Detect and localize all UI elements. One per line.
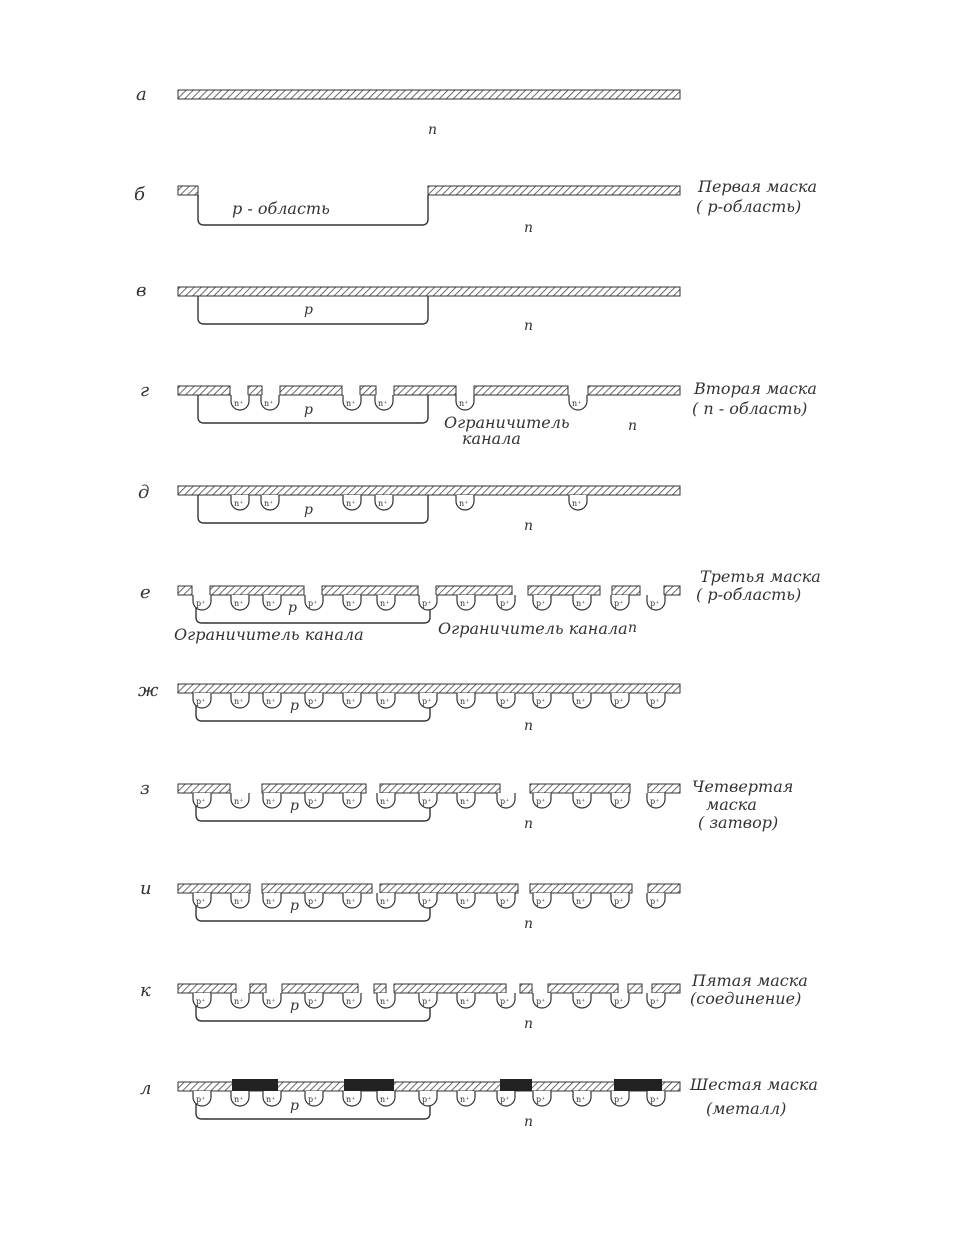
n-diffusion-d-5-text: n⁺ [572,499,582,508]
stopper-label-e-left: Ограничитель канала [174,625,364,644]
diffusion-k-1-text: n⁺ [234,997,244,1006]
diffusion-l-11-text: p⁺ [614,1095,624,1104]
mask-note-b-1: Первая маска [698,177,818,196]
region-label-d: р [304,502,313,518]
diffusion-e-4-text: n⁺ [346,599,356,608]
oxide-i-2 [380,884,518,893]
diffusion-z-10-text: n⁺ [576,797,586,806]
diffusion-zh-10-text: n⁺ [576,697,586,706]
substrate-label-v: n [524,318,534,334]
diffusion-zh-7-text: n⁺ [460,697,470,706]
diffusion-zh-12-text: p⁺ [650,697,660,706]
oxide-e-6 [664,586,680,595]
diffusion-i-8-text: p⁺ [500,897,510,906]
diffusion-i-0-text: p⁺ [196,897,206,906]
oxide-g-5 [474,386,568,395]
mask-note-g-1: Вторая маска [694,379,817,398]
diffusion-zh-5-text: n⁺ [380,697,390,706]
step-label-e: е [140,582,151,603]
substrate-label-b: n [524,220,534,236]
diffusion-z-0-text: p⁺ [196,797,206,806]
diffusion-k-2-text: n⁺ [266,997,276,1006]
oxide-g-0 [178,386,230,395]
diffusion-i-7-text: n⁺ [460,897,470,906]
diffusion-l-5-text: n⁺ [380,1095,390,1104]
substrate-label-a: n [428,122,438,138]
diffusion-k-9-text: p⁺ [536,997,546,1006]
diffusion-z-9-text: p⁺ [536,797,546,806]
mask-note-k-2: (соединение) [690,989,802,1008]
n-diffusion-d-4-text: n⁺ [459,499,469,508]
oxide-z-0 [178,784,230,793]
diffusion-l-4-text: n⁺ [346,1095,356,1104]
oxide-k-6 [548,984,618,993]
diffusion-l-3-text: p⁺ [308,1095,318,1104]
mask-note-z-2: маска [706,795,757,814]
mask-note-b-2: ( р-область) [696,197,802,216]
oxide-k-4 [394,984,506,993]
oxide-i-1 [262,884,372,893]
diffusion-zh-4-text: n⁺ [346,697,356,706]
p-well-v [198,296,428,324]
step-label-d: д [138,482,150,503]
oxide-k-0 [178,984,236,993]
diffusion-k-4-text: n⁺ [346,997,356,1006]
oxide-k-8 [652,984,680,993]
oxide-z-1 [262,784,366,793]
substrate-label-e: n [628,620,638,636]
diffusion-z-3-text: p⁺ [308,797,318,806]
oxide-i-4 [648,884,680,893]
oxide-g-4 [394,386,456,395]
metal-l-1 [344,1079,394,1091]
diffusion-z-2-text: n⁺ [266,797,276,806]
n-diffusion-g-5-text: n⁺ [572,399,582,408]
oxide-g-2 [280,386,342,395]
region-label-l: р [290,1098,299,1114]
diffusion-e-3-text: p⁺ [308,599,318,608]
diffusion-l-7-text: n⁺ [460,1095,470,1104]
diffusion-e-2-text: n⁺ [266,599,276,608]
diffusion-z-12-text: p⁺ [650,797,660,806]
diffusion-l-6-text: p⁺ [422,1095,432,1104]
diffusion-z-7-text: n⁺ [460,797,470,806]
mask-note-k-1: Пятая маска [692,971,808,990]
metal-l-2 [500,1079,532,1091]
diffusion-e-12-text: p⁺ [650,599,660,608]
step-label-zh: ж [138,680,159,701]
mask-note-e-1: Третья маска [700,567,821,586]
diffusion-i-9-text: p⁺ [536,897,546,906]
diffusion-l-9-text: p⁺ [536,1095,546,1104]
oxide-zh-0 [178,684,680,693]
diffusion-e-10-text: n⁺ [576,599,586,608]
diffusion-zh-3-text: p⁺ [308,697,318,706]
oxide-a [178,90,680,99]
diffusion-k-7-text: n⁺ [460,997,470,1006]
oxide-k-2 [282,984,358,993]
substrate-label-z: n [524,816,534,832]
diffusion-zh-9-text: p⁺ [536,697,546,706]
diffusion-i-3-text: p⁺ [308,897,318,906]
n-diffusion-d-2-text: n⁺ [346,499,356,508]
diffusion-k-6-text: p⁺ [422,997,432,1006]
oxide-b-1 [428,186,680,195]
diffusion-i-5-text: n⁺ [380,897,390,906]
n-diffusion-g-4-text: n⁺ [459,399,469,408]
oxide-k-5 [520,984,532,993]
n-diffusion-g-3-text: n⁺ [378,399,388,408]
oxide-v [178,287,680,296]
diffusion-zh-2-text: n⁺ [266,697,276,706]
n-diffusion-d-3-text: n⁺ [378,499,388,508]
diffusion-k-0-text: p⁺ [196,997,206,1006]
diffusion-k-12-text: p⁺ [650,997,660,1006]
diffusion-z-1-text: n⁺ [234,797,244,806]
diffusion-i-4-text: n⁺ [346,897,356,906]
region-label-i: р [290,898,299,914]
substrate-label-g: n [628,418,638,434]
diffusion-zh-0-text: p⁺ [196,697,206,706]
oxide-g-1 [248,386,262,395]
stopper-label-e-right: Ограничитель канала [438,619,628,638]
diffusion-zh-6-text: p⁺ [422,697,432,706]
diffusion-e-7-text: n⁺ [460,599,470,608]
step-label-g: г [140,380,150,401]
diffusion-i-2-text: n⁺ [266,897,276,906]
region-label-z: р [290,798,299,814]
oxide-b-0 [178,186,198,195]
step-label-i: и [140,878,152,899]
mask-note-g-2: ( п - область) [692,399,808,418]
n-diffusion-g-2-text: n⁺ [346,399,356,408]
region-label-v: р [304,302,313,318]
oxide-e-0 [178,586,192,595]
diffusion-i-10-text: n⁺ [576,897,586,906]
oxide-i-0 [178,884,250,893]
step-label-b: б [134,184,145,205]
diffusion-k-8-text: p⁺ [500,997,510,1006]
stopper-label-g-1: Ограничитель [444,413,570,432]
region-label-g: р [304,402,313,418]
oxide-k-3 [374,984,386,993]
step-label-a: а [136,84,147,105]
diffusion-i-6-text: p⁺ [422,897,432,906]
substrate-label-d: n [524,518,534,534]
diffusion-i-12-text: p⁺ [650,897,660,906]
diffusion-z-11-text: p⁺ [614,797,624,806]
oxide-z-2 [380,784,500,793]
oxide-e-4 [528,586,600,595]
oxide-z-4 [648,784,680,793]
n-diffusion-g-0-text: n⁺ [234,399,244,408]
diffusion-e-11-text: p⁺ [614,599,624,608]
n-diffusion-d-0-text: n⁺ [234,499,244,508]
metal-l-3 [614,1079,662,1091]
oxide-g-6 [588,386,680,395]
diffusion-z-5-text: n⁺ [380,797,390,806]
diffusion-i-1-text: n⁺ [234,897,244,906]
region-label-zh: р [290,698,299,714]
metal-l-0 [232,1079,278,1091]
stopper-label-g-2: канала [462,429,521,448]
step-label-v: в [136,280,147,301]
n-diffusion-g-1-text: n⁺ [264,399,274,408]
diffusion-z-6-text: p⁺ [422,797,432,806]
diffusion-e-5-text: n⁺ [380,599,390,608]
step-label-l: л [140,1078,152,1099]
region-label-b: р - область [232,199,330,218]
mask-note-l-2: (металл) [706,1099,787,1118]
diffusion-l-12-text: p⁺ [650,1095,660,1104]
step-label-k: к [140,980,151,1001]
diffusion-e-6-text: p⁺ [422,599,432,608]
diffusion-l-1-text: n⁺ [234,1095,244,1104]
oxide-k-1 [250,984,266,993]
oxide-i-3 [530,884,632,893]
diffusion-z-4-text: n⁺ [346,797,356,806]
diffusion-k-11-text: p⁺ [614,997,624,1006]
substrate-label-l: n [524,1114,534,1130]
n-diffusion-d-1-text: n⁺ [264,499,274,508]
mask-note-e-2: ( р-область) [696,585,802,604]
oxide-d [178,486,680,495]
diffusion-k-5-text: n⁺ [380,997,390,1006]
mask-note-z-3: ( затвор) [698,813,779,832]
mask-note-l-1: Шестая маска [690,1075,818,1094]
oxide-k-7 [628,984,642,993]
diffusion-z-8-text: p⁺ [500,797,510,806]
oxide-e-3 [436,586,512,595]
diffusion-l-8-text: p⁺ [500,1095,510,1104]
diffusion-i-11-text: p⁺ [614,897,624,906]
diffusion-e-9-text: p⁺ [536,599,546,608]
substrate-label-k: n [524,1016,534,1032]
mask-note-z-1: Четвертая [692,777,794,796]
diffusion-k-3-text: p⁺ [308,997,318,1006]
substrate-label-zh: n [524,718,534,734]
oxide-e-1 [210,586,304,595]
diffusion-e-0-text: p⁺ [196,599,206,608]
diffusion-l-10-text: n⁺ [576,1095,586,1104]
oxide-e-5 [612,586,640,595]
diffusion-k-10-text: n⁺ [576,997,586,1006]
diffusion-l-2-text: n⁺ [266,1095,276,1104]
diffusion-l-0-text: p⁺ [196,1095,206,1104]
oxide-g-3 [360,386,376,395]
diffusion-e-1-text: n⁺ [234,599,244,608]
diffusion-e-8-text: p⁺ [500,599,510,608]
step-label-z: з [140,778,150,799]
region-label-e: р [288,600,297,616]
region-label-k: р [290,998,299,1014]
diffusion-zh-8-text: p⁺ [500,697,510,706]
oxide-z-3 [530,784,630,793]
diffusion-zh-1-text: n⁺ [234,697,244,706]
substrate-label-i: n [524,916,534,932]
diffusion-zh-11-text: p⁺ [614,697,624,706]
oxide-e-2 [322,586,418,595]
